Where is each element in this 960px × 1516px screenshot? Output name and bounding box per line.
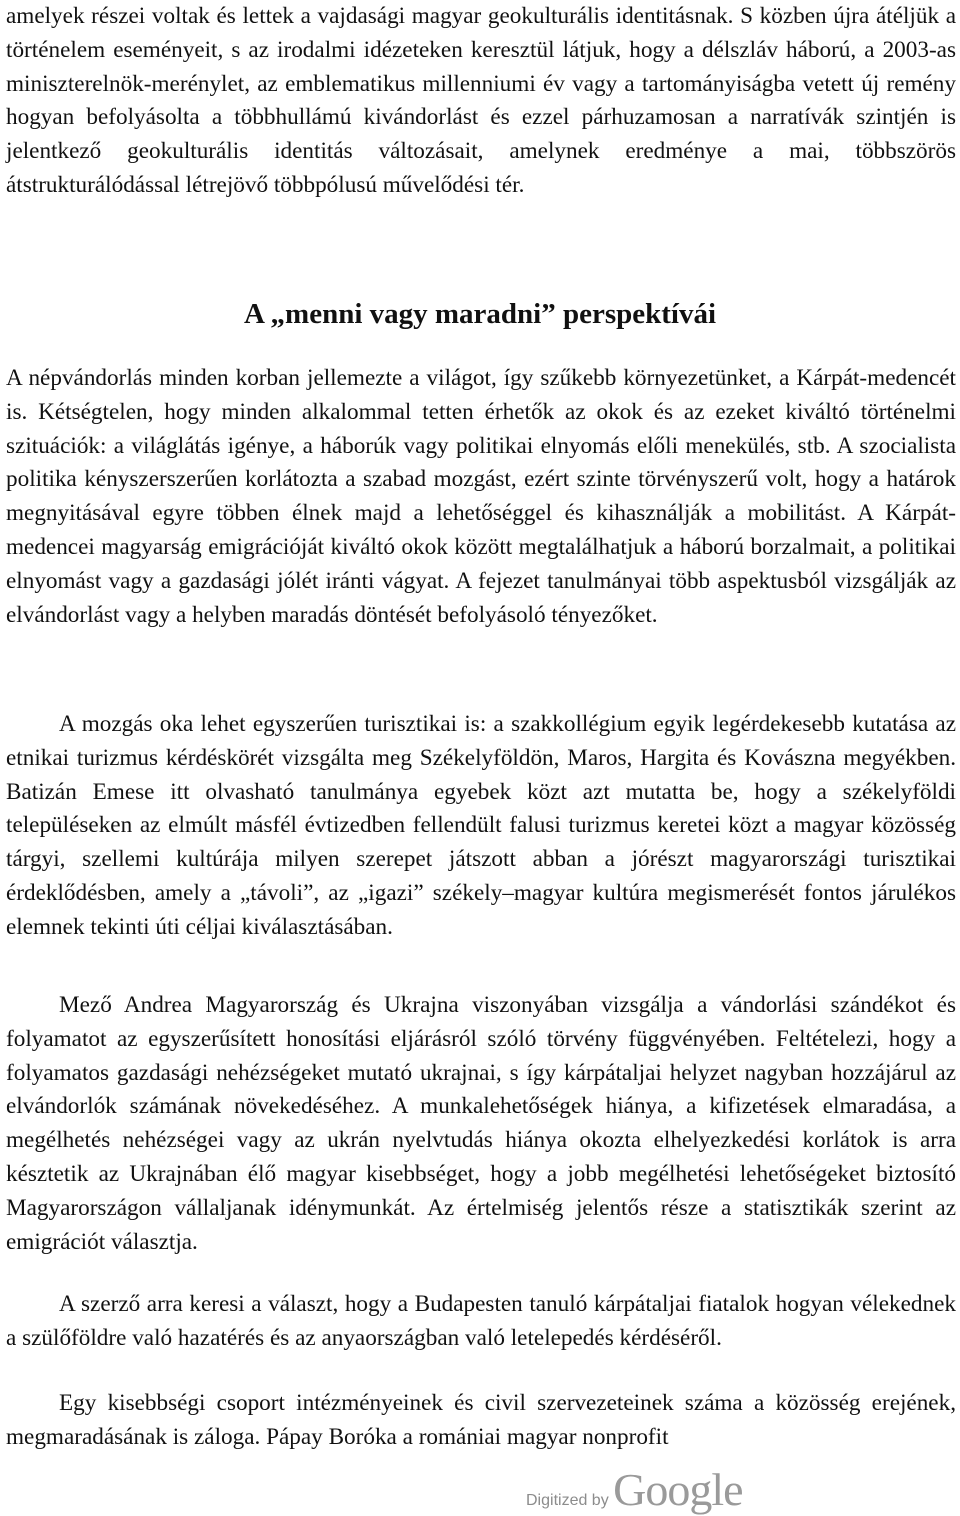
- intro-paragraph: amelyek részei voltak és lettek a vajdasági magyar geokulturális identitásnak. S közben újra átéljük a történelem eseményeit, s az irodalmi idézeteken keresztül látjuk, hogy a délszláv háború, a 2003-as miniszterelnök-merénylet, az emblematikus millenniumi év vagy a tartományiságba vetett új remény hogyan befolyásolta a többhullámú kivándorlást és ezzel párhuzamosan a narratívák szintjén is jelentkező geokulturális identitás változásait, amelynek eredménye a mai, többszörös átstrukturálódással létrejövő többpólusú művelődési tér.: [6, 3, 956, 198]
- body-paragraph-2: A mozgás oka lehet egyszerűen turisztikai is: a szakkollégium egyik legérdekesebb kutatása az etnikai turizmus kérdéskörét vizsgálta meg Székelyföldön, Maros, Hargita és Kovászna megyékben. Batizán Emese itt olvasható tanulmánya egyebek közt azt mutatta be, hogy a székelyföldi településeken az elmúlt másfél évtizedben fellendült falusi turizmus keretei közt a magyar közösség tárgyi, szellemi kultúrája milyen szerepet játszott abban a jórészt magyarországi turisztikai érdeklődésben, amely a „távoli”, az „igazi” székely–magyar kultúra megismerését fontos járulékos elemnek tekinti úti céljai kiválasztásában.: [6, 711, 956, 940]
- section-title: A „menni vagy maradni” perspektívái: [243, 298, 717, 330]
- body-paragraph-4: A szerző arra keresi a választ, hogy a Budapesten tanuló kárpátaljai fiatalok hogyan vélekednek a szülőföldre való hazatérés és az anyaországban való letelepedés kérdéséről.: [6, 1291, 956, 1351]
- body-paragraph-5: Egy kisebbségi csoport intézményeinek és civil szervezeteinek száma a közösség erejének, megmaradásának is záloga. Pápay Boróka a romániai magyar nonprofit: [6, 1390, 956, 1450]
- body-paragraph-1: A népvándorlás minden korban jellemezte a világot, így szűkebb környezetünket, a Kárpát-medencét is. Kétségtelen, hogy minden alkalommal tetten érhetők az okok és az ezeket kiváltó történelmi szituációk: a világlátás igénye, a háborúk vagy politikai elnyomás előli menekülés, stb. A szocialista politika kényszerszerűen korlátozta a szabad mozgást, ezért szinte törvényszerű volt, hogy a határok megnyitásával egyre többen élnek majd a lehetőséggel és kihasználják a mobilitást. A Kárpát-medencei magyarság emigrációját kiváltó okok között megtalálhatjuk a háború borzalmait, a politikai elnyomást vagy a gazdasági jólét iránti vágyat. A fejezet tanulmányai több aspektusból vizsgálják az elvándorlást vagy a helyben maradás döntését befolyásoló tényezőket.: [6, 365, 956, 628]
- google-logo: Google: [613, 1464, 743, 1515]
- body-paragraph-3: Mező Andrea Magyarország és Ukrajna viszonyában vizsgálja a vándorlási szándékot és folyamatot az egyszerűsített honosítási eljárásról szóló törvény függvényében. Feltételezi, hogy a folyamatos gazdasági nehézségeket mutató ukrajnai, s így kárpátaljai helyzet nagyban hozzájárul az elvándorlók számának növekedéséhez. A munkalehetőségek hiánya, a kifizetések elmaradása, a megélhetés nehézségei vagy az ukrán nyelvtudás hiánya okozta elhelyezkedési korlátok is arra késztetik az Ukrajnában élő magyar kisebbséget, hogy a jobb megélhetési lehetőségeket biztosító Magyarországon vállaljanak idénymunkát. Az értelmiség jelentős része a statisztikák szerint az emigrációt választja.: [6, 992, 956, 1255]
- digitized-by-google-watermark: [526, 1463, 743, 1516]
- watermark-prefix: Digitized by: [526, 1492, 609, 1509]
